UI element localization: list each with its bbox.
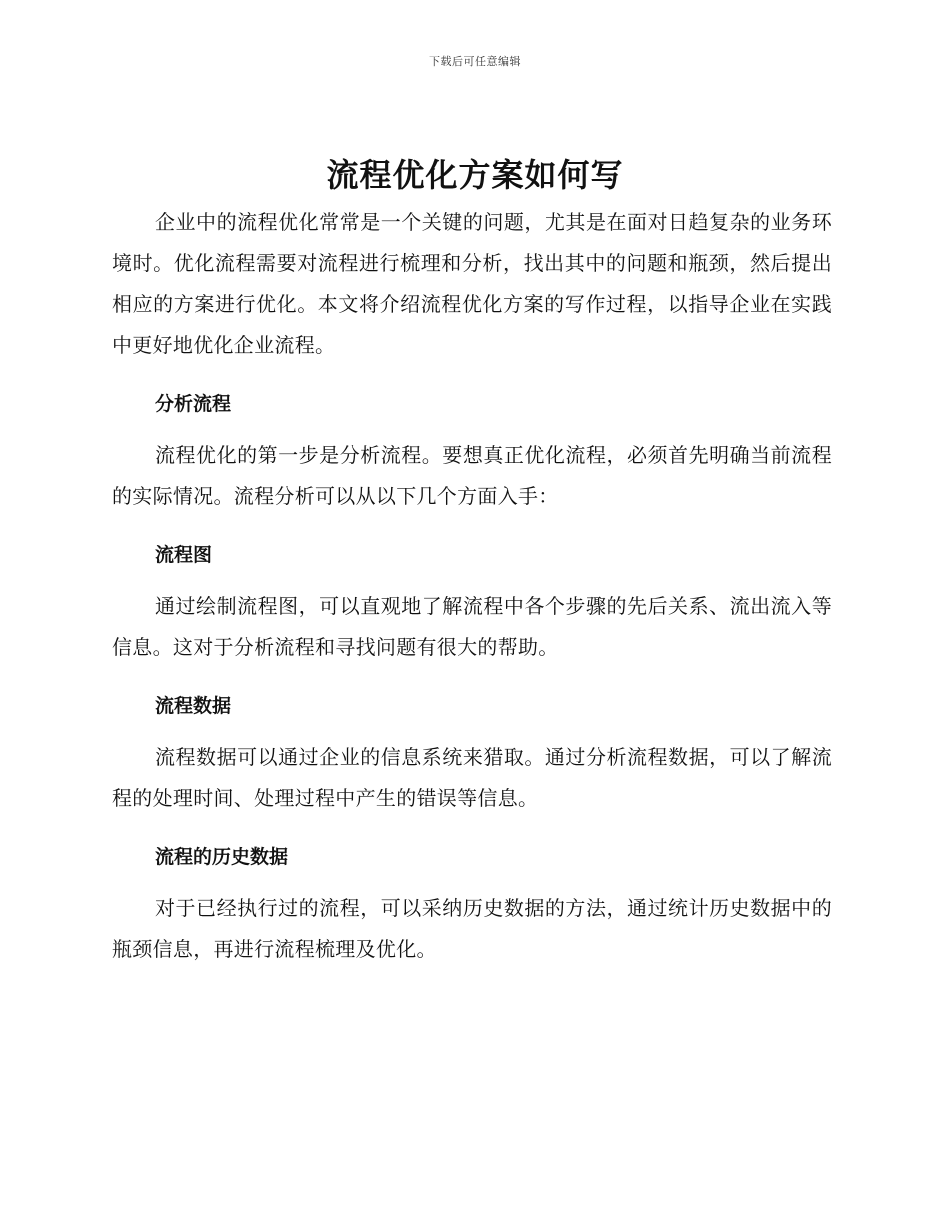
section-analysis [112,384,832,517]
section-heading: 流程的历史数据 [155,846,289,868]
section-paragraph: 流程数据可以通过企业的信息系统来猎取。通过分析流程数据，可以了解流程的处理时间、处理过程中产生的错误等信息。 [112,745,832,810]
page-header: 下载后可任意编辑 [429,55,521,68]
section-history-data [112,837,832,970]
document-title: 流程优化方案如何写 [326,156,624,194]
section-paragraph: 流程优化的第一步是分析流程。要想真正优化流程，必须首先明确当前流程的实际情况。流程分析可以从以下几个方面入手： [112,443,832,508]
section-process-data [112,686,832,819]
section-flowchart [112,535,832,668]
section-heading: 分析流程 [155,393,232,415]
section-paragraph: 对于已经执行过的流程，可以采纳历史数据的方法，通过统计历史数据中的瓶颈信息，再进行流程梳理及优化。 [112,896,832,961]
intro-paragraph: 企业中的流程优化常常是一个关键的问题，尤其是在面对日趋复杂的业务环境时。优化流程需要对流程进行梳理和分析，找出其中的问题和瓶颈，然后提出相应的方案进行优化。本文将介绍流程优化方案的写作过程，以指导企业在实践中更好地优化企业流程。 [112,210,832,357]
section-heading: 流程数据 [155,695,232,717]
section-heading: 流程图 [155,544,213,566]
document-body [112,202,832,970]
section-paragraph: 通过绘制流程图，可以直观地了解流程中各个步骤的先后关系、流出流入等信息。这对于分析流程和寻找问题有很大的帮助。 [112,594,832,659]
